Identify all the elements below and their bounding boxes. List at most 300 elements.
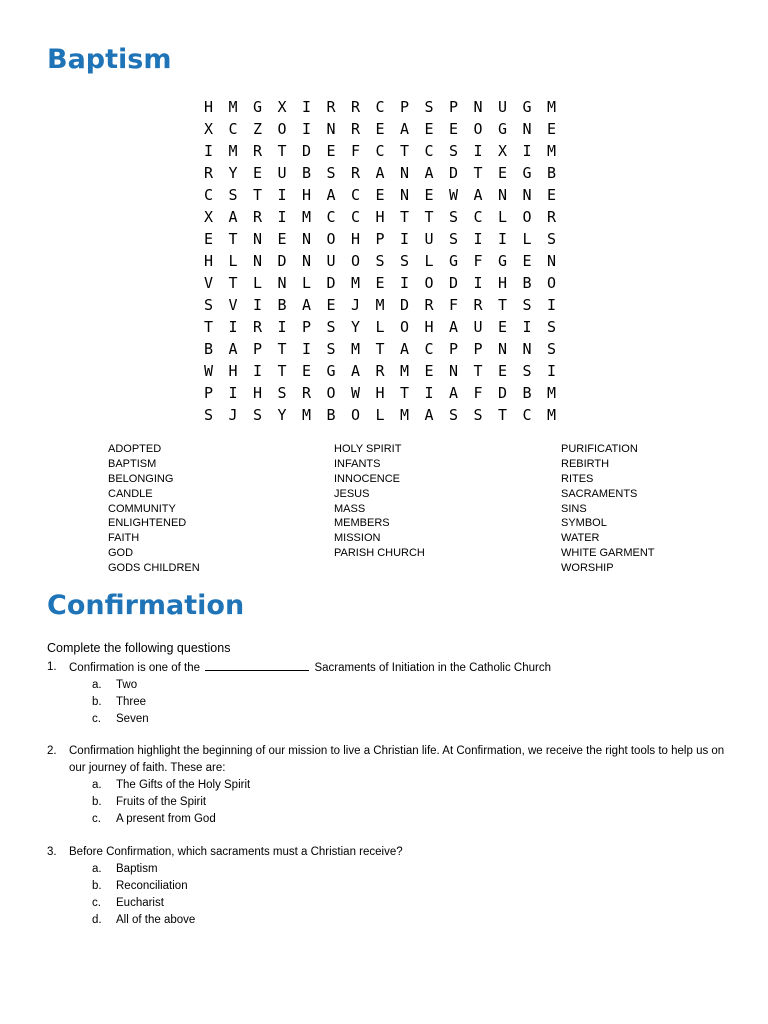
grid-letter[interactable]: U: [473, 318, 483, 336]
option-letter: a.: [92, 679, 102, 691]
grid-letter[interactable]: A: [473, 186, 483, 204]
grid-letter[interactable]: T: [277, 340, 287, 358]
word-list-item: ENLIGHTENED: [108, 517, 187, 530]
grid-letter[interactable]: D: [277, 252, 287, 270]
grid-letter[interactable]: I: [522, 142, 532, 160]
option-text: Two: [116, 679, 138, 691]
grid-letter[interactable]: E: [375, 274, 385, 292]
answer-option[interactable]: [47, 694, 737, 711]
word-list-item: SACRAMENTS: [561, 487, 638, 500]
grid-letter[interactable]: E: [424, 120, 434, 138]
option-text: The Gifts of the Holy Spirit: [116, 779, 251, 791]
grid-letter[interactable]: L: [424, 252, 434, 270]
grid-letter[interactable]: S: [253, 406, 263, 424]
grid-letter[interactable]: A: [228, 340, 238, 358]
grid-letter[interactable]: I: [302, 98, 312, 116]
grid-letter[interactable]: R: [204, 164, 214, 182]
grid-letter[interactable]: B: [302, 164, 312, 182]
grid-letter[interactable]: B: [277, 296, 287, 314]
grid-letter[interactable]: T: [228, 230, 238, 248]
grid-letter[interactable]: N: [302, 252, 312, 270]
grid-letter[interactable]: G: [449, 252, 459, 270]
grid-letter[interactable]: M: [302, 208, 312, 226]
grid-letter[interactable]: I: [277, 208, 287, 226]
grid-letter[interactable]: T: [204, 318, 214, 336]
option-letter: c.: [92, 813, 101, 825]
grid-letter[interactable]: V: [204, 274, 214, 292]
grid-letter[interactable]: W: [449, 186, 459, 204]
grid-letter[interactable]: R: [351, 120, 361, 138]
grid-letter[interactable]: C: [473, 208, 483, 226]
grid-letter[interactable]: R: [351, 164, 361, 182]
grid-letter[interactable]: D: [302, 142, 312, 160]
grid-letter[interactable]: S: [449, 230, 459, 248]
grid-row: [204, 162, 572, 184]
grid-row: [204, 338, 572, 360]
grid-letter[interactable]: E: [547, 186, 557, 204]
grid-letter[interactable]: E: [547, 120, 557, 138]
grid-row: [204, 118, 572, 140]
grid-letter[interactable]: G: [498, 120, 508, 138]
grid-letter[interactable]: H: [253, 384, 263, 402]
word-list-item: ADOPTED: [108, 443, 162, 455]
grid-letter[interactable]: C: [351, 186, 361, 204]
grid-letter[interactable]: E: [449, 120, 459, 138]
grid-letter[interactable]: I: [400, 230, 410, 248]
confirmation-heading: Confirmation: [47, 590, 245, 621]
question-text-after-blank: Sacraments of Initiation in the Catholic Church: [314, 662, 551, 674]
answer-option[interactable]: [47, 794, 737, 811]
grid-letter[interactable]: A: [400, 120, 410, 138]
grid-letter[interactable]: M: [547, 384, 557, 402]
grid-letter[interactable]: H: [424, 318, 434, 336]
grid-letter[interactable]: X: [277, 98, 287, 116]
grid-letter[interactable]: M: [228, 142, 238, 160]
grid-row: [204, 228, 572, 250]
grid-letter[interactable]: H: [228, 362, 238, 380]
word-list-column-2: [334, 442, 425, 561]
grid-row: [204, 272, 572, 294]
grid-letter[interactable]: G: [498, 252, 508, 270]
grid-letter[interactable]: S: [547, 340, 557, 358]
answer-option[interactable]: [47, 811, 737, 828]
grid-letter[interactable]: T: [473, 362, 483, 380]
grid-letter[interactable]: L: [498, 208, 508, 226]
grid-letter[interactable]: N: [302, 230, 312, 248]
grid-letter[interactable]: H: [498, 274, 508, 292]
option-text: Fruits of the Spirit: [116, 796, 207, 808]
grid-letter[interactable]: O: [522, 208, 532, 226]
grid-letter[interactable]: A: [424, 406, 434, 424]
option-text: All of the above: [116, 914, 196, 926]
grid-letter[interactable]: S: [326, 164, 336, 182]
grid-letter[interactable]: A: [351, 362, 361, 380]
answer-option[interactable]: [47, 895, 737, 912]
grid-letter[interactable]: P: [449, 98, 459, 116]
option-text: A present from God: [116, 813, 216, 825]
grid-letter[interactable]: P: [204, 384, 214, 402]
grid-letter[interactable]: W: [204, 362, 214, 380]
grid-letter[interactable]: S: [204, 296, 214, 314]
grid-letter[interactable]: N: [547, 252, 557, 270]
grid-letter[interactable]: F: [473, 252, 483, 270]
grid-letter[interactable]: E: [498, 362, 508, 380]
grid-letter[interactable]: S: [277, 384, 287, 402]
grid-letter[interactable]: T: [400, 384, 410, 402]
grid-letter[interactable]: M: [302, 406, 312, 424]
grid-letter[interactable]: R: [351, 98, 361, 116]
grid-letter[interactable]: B: [326, 406, 336, 424]
grid-letter[interactable]: P: [375, 230, 385, 248]
grid-letter[interactable]: G: [522, 164, 532, 182]
grid-letter[interactable]: C: [204, 186, 214, 204]
grid-letter[interactable]: S: [449, 142, 459, 160]
grid-letter[interactable]: F: [351, 142, 361, 160]
grid-letter[interactable]: U: [277, 164, 287, 182]
grid-letter[interactable]: S: [326, 318, 336, 336]
option-text: Seven: [116, 713, 149, 725]
grid-letter[interactable]: L: [302, 274, 312, 292]
grid-letter[interactable]: H: [204, 98, 214, 116]
question-2: [47, 743, 737, 828]
grid-letter[interactable]: N: [498, 340, 508, 358]
grid-letter[interactable]: E: [326, 142, 336, 160]
grid-letter[interactable]: S: [449, 208, 459, 226]
grid-letter[interactable]: A: [424, 164, 434, 182]
grid-row: [204, 250, 572, 272]
word-list-item: SINS: [561, 502, 587, 515]
grid-letter[interactable]: M: [547, 98, 557, 116]
grid-row: [204, 96, 572, 118]
grid-letter[interactable]: G: [326, 362, 336, 380]
grid-letter[interactable]: T: [400, 142, 410, 160]
grid-letter[interactable]: I: [400, 274, 410, 292]
word-list-item: BAPTISM: [108, 457, 157, 470]
grid-letter[interactable]: N: [522, 186, 532, 204]
question-number: 3.: [47, 846, 57, 858]
grid-letter[interactable]: V: [228, 296, 238, 314]
grid-letter[interactable]: F: [473, 384, 483, 402]
grid-letter[interactable]: I: [253, 296, 263, 314]
grid-letter[interactable]: I: [473, 230, 483, 248]
grid-letter[interactable]: S: [547, 318, 557, 336]
grid-letter[interactable]: E: [253, 164, 263, 182]
grid-row: [204, 316, 572, 338]
grid-letter[interactable]: R: [424, 296, 434, 314]
grid-letter[interactable]: L: [228, 252, 238, 270]
grid-letter[interactable]: S: [326, 340, 336, 358]
grid-letter[interactable]: N: [473, 98, 483, 116]
grid-letter[interactable]: A: [326, 186, 336, 204]
grid-letter[interactable]: S: [424, 98, 434, 116]
grid-row: [204, 404, 572, 426]
grid-letter[interactable]: P: [473, 340, 483, 358]
grid-letter[interactable]: X: [498, 142, 508, 160]
grid-letter[interactable]: O: [326, 230, 336, 248]
question-number: 2.: [47, 745, 57, 757]
grid-letter[interactable]: T: [400, 208, 410, 226]
grid-letter[interactable]: M: [351, 340, 361, 358]
grid-letter[interactable]: O: [473, 120, 483, 138]
grid-row: [204, 360, 572, 382]
grid-letter[interactable]: M: [400, 362, 410, 380]
grid-letter[interactable]: I: [253, 362, 263, 380]
grid-letter[interactable]: T: [473, 164, 483, 182]
question-number: 1.: [47, 661, 57, 673]
grid-letter[interactable]: O: [351, 406, 361, 424]
grid-letter[interactable]: T: [277, 362, 287, 380]
grid-letter[interactable]: G: [253, 98, 263, 116]
grid-letter[interactable]: W: [351, 384, 361, 402]
grid-letter[interactable]: N: [522, 340, 532, 358]
grid-letter[interactable]: I: [277, 186, 287, 204]
word-list-item: WATER: [561, 532, 600, 545]
grid-letter[interactable]: J: [228, 406, 238, 424]
grid-letter[interactable]: S: [473, 406, 483, 424]
grid-letter[interactable]: T: [498, 406, 508, 424]
grid-letter[interactable]: C: [522, 406, 532, 424]
grid-letter[interactable]: S: [228, 186, 238, 204]
grid-letter[interactable]: P: [253, 340, 263, 358]
grid-letter[interactable]: S: [204, 406, 214, 424]
grid-letter[interactable]: D: [326, 274, 336, 292]
grid-letter[interactable]: B: [522, 384, 532, 402]
grid-letter[interactable]: N: [253, 230, 263, 248]
grid-letter[interactable]: O: [424, 274, 434, 292]
grid-letter[interactable]: A: [302, 296, 312, 314]
grid-letter[interactable]: D: [449, 274, 459, 292]
grid-letter[interactable]: N: [400, 186, 410, 204]
grid-letter[interactable]: H: [302, 186, 312, 204]
question-text-before-blank: Confirmation is one of the: [69, 662, 201, 674]
answer-option[interactable]: [47, 711, 737, 728]
grid-letter[interactable]: E: [375, 186, 385, 204]
grid-letter[interactable]: E: [424, 186, 434, 204]
grid-letter[interactable]: I: [277, 318, 287, 336]
grid-letter[interactable]: X: [204, 120, 214, 138]
grid-letter[interactable]: S: [522, 296, 532, 314]
grid-letter[interactable]: E: [326, 296, 336, 314]
grid-letter[interactable]: C: [375, 98, 385, 116]
grid-letter[interactable]: T: [498, 296, 508, 314]
grid-letter[interactable]: A: [449, 318, 459, 336]
grid-letter[interactable]: P: [400, 98, 410, 116]
grid-letter[interactable]: R: [253, 208, 263, 226]
grid-letter[interactable]: I: [228, 384, 238, 402]
option-letter: a.: [92, 779, 102, 791]
grid-letter[interactable]: B: [204, 340, 214, 358]
grid-letter[interactable]: G: [522, 98, 532, 116]
word-list-item: WHITE GARMENT: [561, 547, 655, 560]
grid-letter[interactable]: C: [424, 142, 434, 160]
question-1: [47, 659, 737, 728]
word-list-item: MEMBERS: [334, 517, 390, 530]
grid-letter[interactable]: C: [228, 120, 238, 138]
grid-letter[interactable]: U: [326, 252, 336, 270]
grid-letter[interactable]: D: [498, 384, 508, 402]
answer-blank[interactable]: [205, 659, 309, 671]
grid-letter[interactable]: A: [375, 164, 385, 182]
grid-letter[interactable]: S: [449, 406, 459, 424]
grid-letter[interactable]: N: [522, 120, 532, 138]
grid-letter[interactable]: E: [522, 252, 532, 270]
grid-letter[interactable]: E: [375, 120, 385, 138]
grid-letter[interactable]: S: [400, 252, 410, 270]
grid-letter[interactable]: D: [449, 164, 459, 182]
option-letter: b.: [92, 796, 102, 808]
grid-letter[interactable]: C: [326, 208, 336, 226]
grid-letter[interactable]: H: [375, 384, 385, 402]
option-text: Three: [116, 696, 147, 708]
grid-letter[interactable]: Y: [228, 164, 238, 182]
grid-letter[interactable]: R: [547, 208, 557, 226]
grid-letter[interactable]: L: [253, 274, 263, 292]
grid-letter[interactable]: I: [547, 296, 557, 314]
question-text: [69, 659, 737, 677]
word-list-item: MASS: [334, 502, 366, 515]
grid-letter[interactable]: M: [228, 98, 238, 116]
grid-letter[interactable]: O: [326, 384, 336, 402]
word-list-item: GODS CHILDREN: [108, 562, 200, 575]
grid-letter[interactable]: T: [424, 208, 434, 226]
grid-letter[interactable]: I: [498, 230, 508, 248]
answer-option[interactable]: [47, 677, 737, 694]
answer-option[interactable]: [47, 777, 737, 794]
grid-letter[interactable]: L: [375, 318, 385, 336]
word-list-column-1: [108, 442, 200, 576]
grid-letter[interactable]: T: [375, 340, 385, 358]
option-text: Eucharist: [116, 897, 164, 909]
word-list-item: WORSHIP: [561, 562, 614, 575]
grid-letter[interactable]: S: [522, 362, 532, 380]
grid-letter[interactable]: C: [351, 208, 361, 226]
grid-letter[interactable]: L: [522, 230, 532, 248]
grid-letter[interactable]: O: [400, 318, 410, 336]
grid-letter[interactable]: B: [547, 164, 557, 182]
grid-letter[interactable]: E: [498, 318, 508, 336]
grid-letter[interactable]: J: [351, 296, 361, 314]
question-text: Before Confirmation, which sacraments must a Christian receive?: [69, 846, 403, 858]
grid-letter[interactable]: R: [253, 142, 263, 160]
grid-letter[interactable]: H: [351, 230, 361, 248]
grid-letter[interactable]: A: [449, 384, 459, 402]
answer-option[interactable]: [47, 912, 737, 929]
grid-letter[interactable]: M: [375, 296, 385, 314]
word-list-item: JESUS: [334, 487, 370, 500]
grid-letter[interactable]: H: [375, 208, 385, 226]
grid-letter[interactable]: I: [424, 384, 434, 402]
grid-letter[interactable]: N: [253, 252, 263, 270]
grid-letter[interactable]: I: [204, 142, 214, 160]
grid-letter[interactable]: N: [400, 164, 410, 182]
grid-letter[interactable]: F: [449, 296, 459, 314]
grid-letter[interactable]: E: [498, 164, 508, 182]
grid-letter[interactable]: R: [473, 296, 483, 314]
grid-letter[interactable]: N: [449, 362, 459, 380]
grid-letter[interactable]: T: [277, 142, 287, 160]
grid-letter[interactable]: E: [302, 362, 312, 380]
grid-letter[interactable]: C: [375, 142, 385, 160]
grid-letter[interactable]: R: [302, 384, 312, 402]
word-search-grid: [204, 96, 572, 426]
option-letter: c.: [92, 897, 101, 909]
grid-letter[interactable]: P: [302, 318, 312, 336]
grid-letter[interactable]: Y: [277, 406, 287, 424]
grid-letter[interactable]: M: [400, 406, 410, 424]
option-letter: c.: [92, 713, 101, 725]
grid-letter[interactable]: E: [424, 362, 434, 380]
grid-letter[interactable]: E: [204, 230, 214, 248]
grid-letter[interactable]: A: [228, 208, 238, 226]
grid-letter[interactable]: B: [522, 274, 532, 292]
grid-letter[interactable]: P: [449, 340, 459, 358]
word-list-item: PARISH CHURCH: [334, 547, 425, 560]
grid-letter[interactable]: I: [522, 318, 532, 336]
grid-letter[interactable]: R: [375, 362, 385, 380]
grid-letter[interactable]: N: [498, 186, 508, 204]
option-letter: a.: [92, 863, 102, 875]
grid-letter[interactable]: M: [351, 274, 361, 292]
grid-letter[interactable]: M: [547, 406, 557, 424]
grid-letter[interactable]: T: [253, 186, 263, 204]
grid-letter[interactable]: U: [424, 230, 434, 248]
grid-letter[interactable]: O: [547, 274, 557, 292]
grid-letter[interactable]: X: [204, 208, 214, 226]
grid-letter[interactable]: N: [326, 120, 336, 138]
grid-letter[interactable]: S: [547, 230, 557, 248]
option-letter: d.: [92, 914, 102, 926]
answer-option[interactable]: [47, 861, 737, 878]
grid-letter[interactable]: I: [302, 120, 312, 138]
grid-letter[interactable]: Y: [351, 318, 361, 336]
grid-letter[interactable]: N: [277, 274, 287, 292]
question-3: [47, 844, 737, 929]
grid-letter[interactable]: O: [277, 120, 287, 138]
grid-letter[interactable]: S: [375, 252, 385, 270]
grid-letter[interactable]: R: [253, 318, 263, 336]
word-list-item: MISSION: [334, 532, 381, 545]
word-list-item: RITES: [561, 472, 594, 485]
grid-letter[interactable]: A: [400, 340, 410, 358]
question-text: Confirmation highlight the beginning of our mission to live a Christian life. At Confirmation, we receive the right tools to help us on our journey of faith. These are:: [69, 745, 725, 774]
grid-letter[interactable]: D: [400, 296, 410, 314]
grid-letter[interactable]: I: [473, 274, 483, 292]
grid-letter[interactable]: Z: [253, 120, 263, 138]
word-list-item: FAITH: [108, 532, 140, 545]
grid-letter[interactable]: O: [351, 252, 361, 270]
grid-letter[interactable]: T: [228, 274, 238, 292]
grid-letter[interactable]: H: [204, 252, 214, 270]
grid-letter[interactable]: U: [498, 98, 508, 116]
word-list-item: COMMUNITY: [108, 502, 176, 515]
grid-row: [204, 184, 572, 206]
grid-letter[interactable]: I: [547, 362, 557, 380]
word-list-item: INNOCENCE: [334, 472, 401, 485]
answer-option[interactable]: [47, 878, 737, 895]
options-list: [47, 861, 737, 929]
grid-letter[interactable]: L: [375, 406, 385, 424]
grid-letter[interactable]: I: [302, 340, 312, 358]
grid-letter[interactable]: R: [326, 98, 336, 116]
grid-letter[interactable]: I: [228, 318, 238, 336]
grid-letter[interactable]: I: [473, 142, 483, 160]
grid-row: [204, 382, 572, 404]
grid-letter[interactable]: E: [277, 230, 287, 248]
option-letter: b.: [92, 696, 102, 708]
grid-letter[interactable]: C: [424, 340, 434, 358]
word-list-column-3: [561, 442, 655, 576]
grid-letter[interactable]: M: [547, 142, 557, 160]
